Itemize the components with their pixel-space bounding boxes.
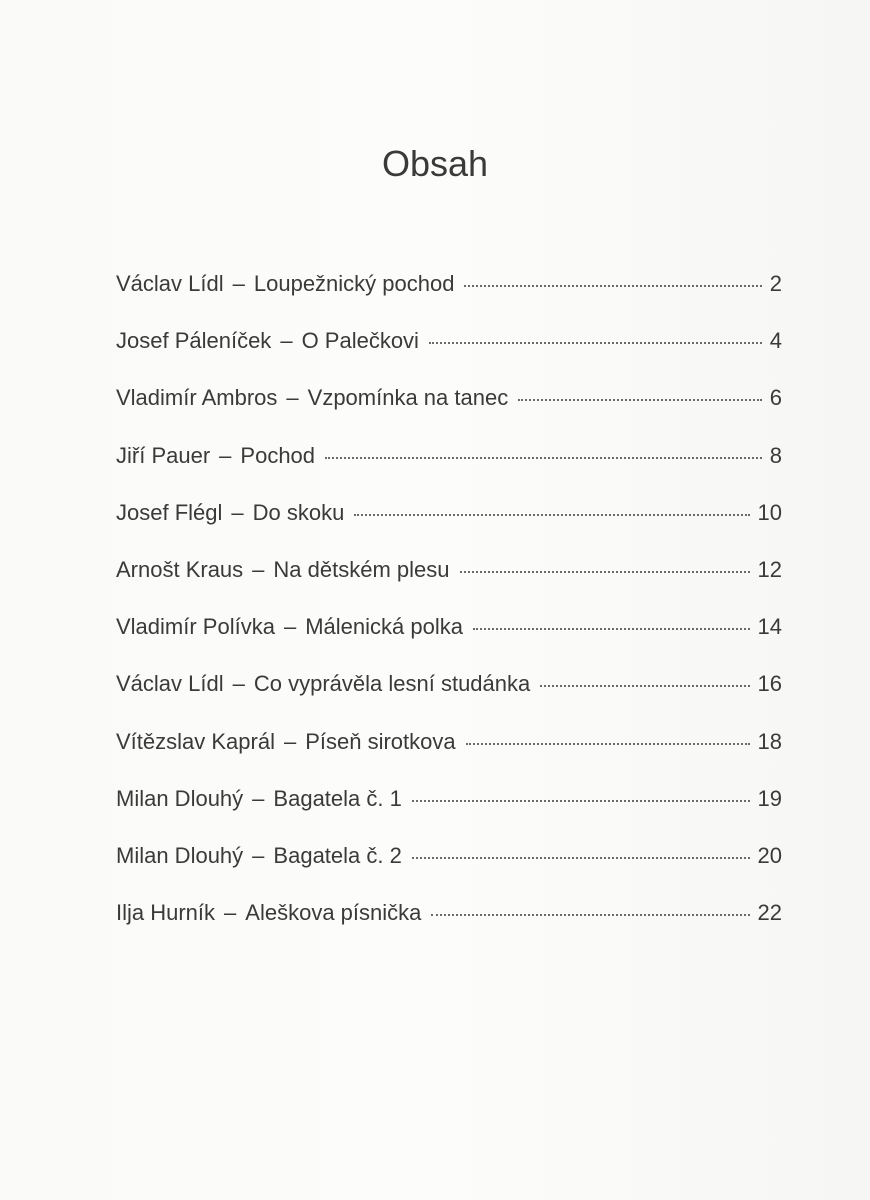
piece-title: Bagatela č. 2 [273,842,402,868]
toc-entry-text [116,891,421,935]
toc-entry [116,605,782,662]
toc-entry [116,720,782,777]
page-number: 4 [769,328,782,354]
toc-entry-text [116,834,402,878]
separator: – [232,271,245,296]
page-number: 8 [769,442,782,468]
page-number: 18 [757,728,782,754]
piece-title: Vzpomínka na tanec [307,385,509,411]
piece-title: Loupežnický pochod [253,271,455,296]
dot-leader [473,628,750,630]
page-number: 16 [757,671,782,697]
page-number: 10 [757,499,782,525]
piece-title: Co vyprávěla lesní studánka [253,671,531,697]
piece-title: Pochod [240,442,316,468]
separator: – [219,442,232,468]
separator: – [283,728,297,754]
toc-entry [116,834,782,891]
piece-title: O Palečkovi [301,328,419,354]
composer-name: Václav Lídl [116,671,224,697]
dot-leader [429,342,762,344]
piece-title: Málenická polka [305,614,463,640]
toc-entry [116,319,782,376]
page-number: 19 [757,785,782,811]
dot-leader [431,914,749,916]
separator: – [231,499,244,525]
dot-leader [412,800,750,802]
dot-leader [325,457,762,459]
composer-name: Arnošt Kraus [116,556,244,582]
toc-entry [116,891,782,948]
toc-entry [116,434,782,491]
toc-entry-text [116,319,419,363]
page-number: 14 [757,614,782,640]
composer-name: Václav Lídl [116,271,224,296]
toc-entry [116,491,782,548]
composer-name: Jiří Pauer [116,442,211,468]
toc-entry [116,376,782,433]
dot-leader [464,285,761,287]
separator: – [224,900,237,926]
page-number: 22 [757,900,782,926]
dot-leader [466,743,750,745]
page-number: 12 [757,556,782,582]
toc-entry [116,777,782,834]
toc-entry-text [116,262,454,306]
composer-name: Josef Páleníček [116,328,272,354]
composer-name: Vladimír Ambros [116,385,278,411]
toc-entry [116,262,782,319]
separator: – [252,556,265,582]
composer-name: Josef Flégl [116,499,223,525]
composer-name: Vladimír Polívka [116,614,275,640]
separator: – [283,614,297,640]
separator: – [252,842,265,868]
page-number: 6 [769,385,782,411]
toc-entry [116,548,782,605]
toc-entry [116,662,782,719]
page-number: 20 [757,842,782,868]
piece-title: Píseň sirotkova [305,728,456,754]
dot-leader [518,399,762,401]
separator: – [232,671,245,697]
piece-title: Do skoku [252,499,345,525]
table-of-contents [116,262,782,948]
composer-name: Milan Dlouhý [116,842,244,868]
dot-leader [460,571,750,573]
composer-name: Vítězslav Kaprál [116,728,275,754]
separator: – [280,328,293,354]
page-number: 2 [769,271,782,296]
dot-leader [540,685,749,687]
page-title: Obsah [381,143,489,184]
separator: – [286,385,299,411]
toc-entry-text [116,662,530,706]
toc-entry-text [116,605,463,649]
toc-entry-text [116,434,315,478]
piece-title: Na dětském plesu [273,556,450,582]
piece-title: Aleškova písnička [245,900,422,926]
composer-name: Ilja Hurník [116,900,216,926]
piece-title: Bagatela č. 1 [273,785,402,811]
composer-name: Milan Dlouhý [116,785,244,811]
toc-entry-text [116,491,344,535]
separator: – [252,785,265,811]
toc-entry-text [116,548,450,592]
toc-entry-text [116,777,402,821]
toc-entry-text [116,720,456,764]
dot-leader [412,857,750,859]
toc-entry-text [116,376,508,420]
dot-leader [354,514,749,516]
